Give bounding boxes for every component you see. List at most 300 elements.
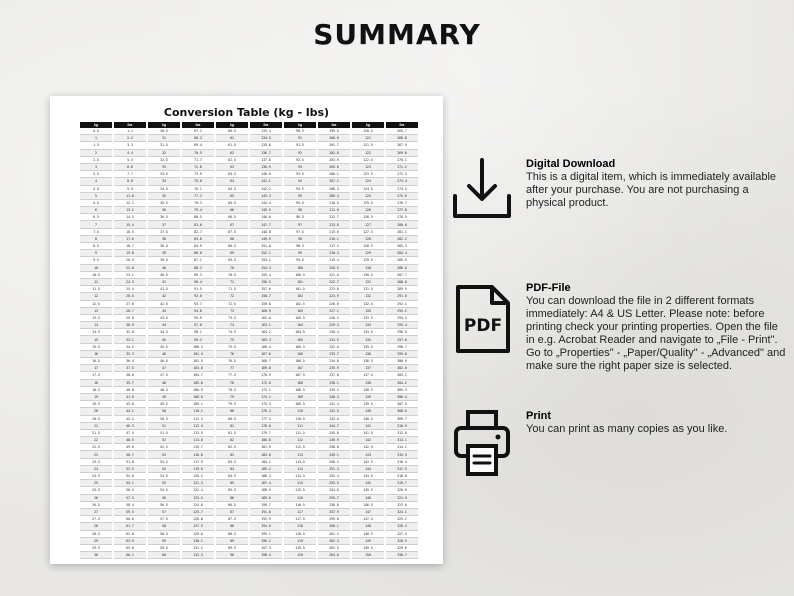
table-cell: 8 <box>80 236 112 243</box>
table-cell: 35.3 <box>114 351 146 358</box>
table-cell: 189.6 <box>250 495 282 502</box>
table-cell: 176.4 <box>250 408 282 415</box>
table-cell: 77 <box>216 365 248 372</box>
table-cell: 12.5 <box>80 301 112 308</box>
table-cell: 60.6 <box>114 516 146 523</box>
table-cell: 122.4 <box>182 487 214 494</box>
conversion-table <box>80 122 418 559</box>
table-cell: 90.5 <box>284 128 316 135</box>
table-cell: 57.3 <box>114 495 146 502</box>
table-cell: 43.5 <box>148 315 180 322</box>
table-cell: 127.9 <box>182 523 214 530</box>
table-cell: 87.5 <box>216 516 248 523</box>
table-cell: 167.6 <box>250 351 282 358</box>
table-cell: 159.8 <box>250 301 282 308</box>
table-cell: 232.6 <box>318 344 350 351</box>
table-cell: 109 <box>284 394 316 401</box>
table-cell: 121 <box>352 135 384 142</box>
table-cell: 20.5 <box>80 416 112 423</box>
table-cell: 108.5 <box>284 387 316 394</box>
table-cell: 321.9 <box>386 495 418 502</box>
table-cell: 118 <box>284 523 316 530</box>
table-cell: 137.5 <box>352 372 384 379</box>
table-cell: 317.5 <box>386 466 418 473</box>
table-cell: 45 <box>148 336 180 343</box>
feature-body: You can download the file in 2 different formats immediately: A4 & US Letter. Please note: before printing check your printing properties. Open the file in e.g. Acrobat Reader and navigate to „File - Print". Go to „Properties" - „Paper/Quality" - „Advanced" and make sure the right paper size is selected. <box>526 295 786 372</box>
table-cell: 312.0 <box>386 430 418 437</box>
table-header-cell: kg <box>216 122 248 128</box>
table-cell: 148.5 <box>352 531 384 538</box>
table-cell: 59.5 <box>114 509 146 516</box>
table-cell: 78 <box>216 380 248 387</box>
table-header-cell: kg <box>80 122 112 128</box>
table-cell: 99.2 <box>182 336 214 343</box>
table-cell: 235.9 <box>318 365 350 372</box>
table-cell: 158.7 <box>250 293 282 300</box>
table-cell: 15.5 <box>80 344 112 351</box>
table-cell: 26.5 <box>80 502 112 509</box>
table-cell: 2 <box>80 150 112 157</box>
table-cell: 117.5 <box>284 516 316 523</box>
table-cell: 123 <box>352 164 384 171</box>
table-cell: 61.7 <box>114 523 146 530</box>
table-cell: 83.8 <box>182 236 214 243</box>
table-cell: 256.8 <box>318 502 350 509</box>
table-cell: 145.5 <box>250 207 282 214</box>
table-cell: 125 <box>352 193 384 200</box>
table-cell: 117.9 <box>182 459 214 466</box>
table-cell: 217.2 <box>318 243 350 250</box>
svg-text:PDF: PDF <box>463 316 503 336</box>
table-cell: 46 <box>148 351 180 358</box>
table-cell: 80 <box>216 408 248 415</box>
table-cell: 14.5 <box>80 329 112 336</box>
table-cell: 40.5 <box>148 272 180 279</box>
table-cell: 104 <box>284 322 316 329</box>
table-cell: 121.5 <box>352 142 384 149</box>
table-cell: 38.5 <box>148 243 180 250</box>
table-cell: 124 <box>352 178 384 185</box>
table-cell: 15.4 <box>114 221 146 228</box>
table-cell: 15 <box>80 336 112 343</box>
table-cell: 140 <box>352 408 384 415</box>
feature-body: You can print as many copies as you like. <box>526 423 728 435</box>
table-cell: 175.3 <box>250 401 282 408</box>
table-cell: 102.5 <box>182 358 214 365</box>
table-cell: 146 <box>352 495 384 502</box>
table-cell: 231.5 <box>318 336 350 343</box>
table-cell: 1.1 <box>114 128 146 135</box>
table-cell: 25.5 <box>80 487 112 494</box>
table-cell: 275.6 <box>386 193 418 200</box>
table-cell: 47.4 <box>114 430 146 437</box>
table-cell: 17.6 <box>114 236 146 243</box>
table-cell: 92 <box>284 150 316 157</box>
table-cell: 92.6 <box>182 293 214 300</box>
table-cell: 14.3 <box>114 214 146 221</box>
table-cell: 210.5 <box>318 200 350 207</box>
table-cell: 283.3 <box>386 243 418 250</box>
table-cell: 88.2 <box>182 265 214 272</box>
table-cell: 120.2 <box>182 473 214 480</box>
table-cell: 82.5 <box>216 444 248 451</box>
conversion-table-preview <box>50 96 443 564</box>
table-cell: 153.2 <box>250 257 282 264</box>
table-cell: 94.8 <box>182 308 214 315</box>
table-cell: 72.8 <box>182 164 214 171</box>
table-header-cell: kg <box>352 122 384 128</box>
table-cell: 281.1 <box>386 229 418 236</box>
table-cell: 10.5 <box>80 272 112 279</box>
table-cell: 260.1 <box>318 523 350 530</box>
table-cell: 76 <box>216 351 248 358</box>
table-cell: 73.9 <box>182 171 214 178</box>
table-cell: 9.5 <box>80 257 112 264</box>
table-cell: 131.5 <box>352 286 384 293</box>
table-cell: 100.3 <box>182 344 214 351</box>
table-cell: 103 <box>284 308 316 315</box>
table-cell: 66.1 <box>114 552 146 559</box>
table-cell: 54.5 <box>148 473 180 480</box>
table-cell: 62.8 <box>114 531 146 538</box>
table-cell: 195.1 <box>250 531 282 538</box>
table-cell: 150 <box>352 552 384 559</box>
table-cell: 60 <box>148 552 180 559</box>
table-cell: 81.5 <box>216 430 248 437</box>
table-cell: 160.9 <box>250 308 282 315</box>
table-cell: 125.5 <box>352 200 384 207</box>
table-cell: 172.0 <box>250 380 282 387</box>
table-cell: 194.0 <box>250 523 282 530</box>
table-cell: 187.4 <box>250 480 282 487</box>
table-cell: 174.2 <box>250 394 282 401</box>
table-cell: 244.7 <box>318 423 350 430</box>
table-cell: 246.9 <box>318 437 350 444</box>
table-cell: 89.5 <box>216 545 248 552</box>
table-cell: 137.8 <box>250 157 282 164</box>
table-cell: 70.5 <box>182 150 214 157</box>
table-cell: 109.1 <box>182 401 214 408</box>
table-cell: 62 <box>216 150 248 157</box>
table-cell: 134 <box>352 322 384 329</box>
table-cell: 137 <box>352 365 384 372</box>
table-cell: 91.5 <box>284 142 316 149</box>
table-cell: 127 <box>352 221 384 228</box>
table-column <box>284 122 316 559</box>
table-cell: 38 <box>148 236 180 243</box>
table-cell: 61.5 <box>216 142 248 149</box>
table-cell: 31.5 <box>148 142 180 149</box>
table-cell: 12.1 <box>114 200 146 207</box>
table-cell: 320.8 <box>386 487 418 494</box>
table-cell: 86.5 <box>216 502 248 509</box>
table-cell: 68.5 <box>216 243 248 250</box>
table-cell: 50.7 <box>114 451 146 458</box>
table-cell: 39.7 <box>114 380 146 387</box>
table-cell: 240.3 <box>318 394 350 401</box>
table-cell: 36.5 <box>148 214 180 221</box>
table-cell: 106.5 <box>284 358 316 365</box>
table-cell: 130.1 <box>182 538 214 545</box>
table-cell: 270.1 <box>386 157 418 164</box>
table-cell: 106 <box>284 351 316 358</box>
table-cell: 42 <box>148 293 180 300</box>
table-cell: 28.7 <box>114 308 146 315</box>
table-cell: 83.5 <box>216 459 248 466</box>
table-cell: 34 <box>148 178 180 185</box>
table-cell: 122 <box>352 150 384 157</box>
table-cell: 105.5 <box>284 344 316 351</box>
table-cell: 163.1 <box>250 322 282 329</box>
table-cell: 26.5 <box>114 293 146 300</box>
table-cell: 115.5 <box>284 487 316 494</box>
table-cell: 201.7 <box>318 142 350 149</box>
table-cell: 98.1 <box>182 329 214 336</box>
table-cell: 45.5 <box>148 344 180 351</box>
table-cell: 85 <box>216 480 248 487</box>
table-cell: 162.0 <box>250 315 282 322</box>
download-icon <box>452 152 512 222</box>
table-cell: 135.5 <box>352 344 384 351</box>
table-cell: 98.5 <box>284 243 316 250</box>
table-cell: 131.2 <box>182 545 214 552</box>
table-cell: 295.4 <box>386 322 418 329</box>
table-cell: 20 <box>80 408 112 415</box>
table-cell: 70.5 <box>216 272 248 279</box>
table-header-cell: lbs <box>182 122 214 128</box>
table-cell: 151.0 <box>250 243 282 250</box>
table-cell: 11.5 <box>80 286 112 293</box>
table-cell: 140.0 <box>250 171 282 178</box>
table-cell: 56.5 <box>148 502 180 509</box>
table-cell: 24.3 <box>114 279 146 286</box>
table-cell: 265.7 <box>386 128 418 135</box>
table-cell: 120 <box>284 552 316 559</box>
table-cell: 1 <box>80 135 112 142</box>
table-cell: 127.5 <box>352 229 384 236</box>
table-cell: 207.2 <box>318 178 350 185</box>
table-cell: 84 <box>216 466 248 473</box>
table-cell: 128.5 <box>352 243 384 250</box>
table-cell: 88 <box>216 523 248 530</box>
table-cell: 21.5 <box>80 430 112 437</box>
table-cell: 71.7 <box>182 157 214 164</box>
table-cell: 39 <box>148 250 180 257</box>
table-cell: 226.0 <box>318 301 350 308</box>
table-cell: 233.7 <box>318 351 350 358</box>
table-cell: 169.8 <box>250 365 282 372</box>
table-cell: 133 <box>352 308 384 315</box>
table-cell: 264.6 <box>318 552 350 559</box>
table-cell: 6 <box>80 207 112 214</box>
table-cell: 110.2 <box>182 408 214 415</box>
page-title: SUMMARY <box>313 18 481 51</box>
table-cell: 142.5 <box>352 444 384 451</box>
table-cell: 147.7 <box>250 221 282 228</box>
table-cell: 250.2 <box>318 459 350 466</box>
table-column <box>114 122 146 559</box>
table-cell: 40 <box>148 265 180 272</box>
table-cell: 257.9 <box>318 509 350 516</box>
table-cell: 117 <box>284 509 316 516</box>
table-cell: 302.0 <box>386 365 418 372</box>
table-cell: 79 <box>216 394 248 401</box>
table-cell: 67.2 <box>182 128 214 135</box>
table-cell: 68 <box>216 236 248 243</box>
table-cell: 85.5 <box>216 487 248 494</box>
table-cell: 170.9 <box>250 372 282 379</box>
table-cell: 5.5 <box>114 157 146 164</box>
table-cell: 138 <box>352 380 384 387</box>
table-cell: 61 <box>216 135 248 142</box>
table-cell: 191.8 <box>250 509 282 516</box>
table-cell: 316.4 <box>386 459 418 466</box>
table-cell: 78.3 <box>182 200 214 207</box>
table-cell: 72.5 <box>216 301 248 308</box>
table-cell: 20.9 <box>114 257 146 264</box>
table-cell: 52 <box>148 437 180 444</box>
table-cell: 57 <box>148 509 180 516</box>
table-cell: 13.2 <box>114 207 146 214</box>
table-cell: 14 <box>80 322 112 329</box>
table-cell: 38.6 <box>114 372 146 379</box>
table-cell: 93.7 <box>182 301 214 308</box>
table-cell: 286.6 <box>386 265 418 272</box>
feature-title: PDF-File <box>526 282 571 294</box>
table-cell: 5 <box>80 193 112 200</box>
table-cell: 21 <box>80 423 112 430</box>
table-cell: 110.5 <box>284 416 316 423</box>
table-cell: 230.4 <box>318 329 350 336</box>
table-cell: 16.5 <box>114 229 146 236</box>
table-cell: 120.5 <box>352 128 384 135</box>
table-cell: 2.5 <box>80 157 112 164</box>
table-cell: 69 <box>216 250 248 257</box>
table-cell: 135 <box>352 336 384 343</box>
table-cell: 133.4 <box>250 128 282 135</box>
table-cell: 52.9 <box>114 466 146 473</box>
table-cell: 43.0 <box>114 401 146 408</box>
table-cell: 140.5 <box>352 416 384 423</box>
table-cell: 56.2 <box>114 487 146 494</box>
table-cell: 104.7 <box>182 372 214 379</box>
table-cell: 224.9 <box>318 293 350 300</box>
table-cell: 81 <box>216 423 248 430</box>
table-cell: 227.1 <box>318 308 350 315</box>
table-cell: 95 <box>284 193 316 200</box>
table-cell: 56 <box>148 495 180 502</box>
table-cell: 200.6 <box>318 135 350 142</box>
table-cell: 84.9 <box>182 243 214 250</box>
table-cell: 109.5 <box>284 401 316 408</box>
table-cell: 177.5 <box>250 416 282 423</box>
table-cell: 203.9 <box>318 157 350 164</box>
table-header-cell: lbs <box>386 122 418 128</box>
table-cell: 291.0 <box>386 293 418 300</box>
table-cell: 24.5 <box>80 473 112 480</box>
table-cell: 132.5 <box>352 301 384 308</box>
table-cell: 22 <box>80 437 112 444</box>
table-cell: 34.5 <box>148 186 180 193</box>
table-cell: 6.6 <box>114 164 146 171</box>
table-cell: 93.5 <box>284 171 316 178</box>
table-cell: 75.0 <box>182 178 214 185</box>
table-cell: 29.8 <box>114 315 146 322</box>
table-cell: 67 <box>216 221 248 228</box>
table-cell: 80.5 <box>216 416 248 423</box>
table-cell: 282.2 <box>386 236 418 243</box>
table-cell: 314.2 <box>386 444 418 451</box>
table-cell: 18 <box>80 380 112 387</box>
table-cell: 4.4 <box>114 150 146 157</box>
table-cell: 63 <box>216 164 248 171</box>
table-cell: 27.6 <box>114 301 146 308</box>
table-cell: 114 <box>284 466 316 473</box>
table-cell: 304.2 <box>386 380 418 387</box>
table-cell: 296.5 <box>386 329 418 336</box>
table-cell: 48.5 <box>114 437 146 444</box>
table-cell: 305.3 <box>386 387 418 394</box>
table-cell: 142 <box>352 437 384 444</box>
table-cell: 166.4 <box>250 344 282 351</box>
table-cell: 59 <box>148 538 180 545</box>
table-cell: 284.4 <box>386 250 418 257</box>
table-cell: 7.5 <box>80 229 112 236</box>
table-cell: 82 <box>216 437 248 444</box>
table-cell: 22.5 <box>80 444 112 451</box>
table-cell: 77.2 <box>182 193 214 200</box>
table-cell: 53.5 <box>148 459 180 466</box>
table-cell: 102.5 <box>284 301 316 308</box>
table-cell: 48 <box>148 380 180 387</box>
table-cell: 261.2 <box>318 531 350 538</box>
table-cell: 64.5 <box>216 186 248 193</box>
table-cell: 66 <box>216 207 248 214</box>
table-cell: 134.5 <box>250 135 282 142</box>
table-cell: 53 <box>148 451 180 458</box>
table-cell: 248.0 <box>318 444 350 451</box>
table-column <box>250 122 282 559</box>
table-cell: 67.5 <box>216 229 248 236</box>
table-cell: 63.9 <box>114 538 146 545</box>
table-cell: 329.6 <box>386 545 418 552</box>
table-cell: 280.0 <box>386 221 418 228</box>
table-cell: 149.9 <box>250 236 282 243</box>
table-cell: 239.2 <box>318 387 350 394</box>
table-cell: 262.3 <box>318 538 350 545</box>
table-cell: 41.5 <box>148 286 180 293</box>
table-cell: 97.5 <box>284 229 316 236</box>
table-cell: 7 <box>80 221 112 228</box>
table-cell: 13.5 <box>80 315 112 322</box>
table-cell: 86 <box>216 495 248 502</box>
table-cell: 192.9 <box>250 516 282 523</box>
table-cell: 145 <box>352 480 384 487</box>
table-cell: 188.5 <box>250 487 282 494</box>
table-cell: 2.2 <box>114 135 146 142</box>
table-cell: 34.2 <box>114 344 146 351</box>
table-cell: 17 <box>80 365 112 372</box>
table-cell: 146.5 <box>352 502 384 509</box>
table-cell: 74 <box>216 322 248 329</box>
table-cell: 144.4 <box>250 200 282 207</box>
table-cell: 100.5 <box>284 272 316 279</box>
table-cell: 68.3 <box>182 135 214 142</box>
table-cell: 37.5 <box>148 229 180 236</box>
table-cell: 132.3 <box>182 552 214 559</box>
table-cell: 49 <box>148 394 180 401</box>
table-cell: 129.5 <box>352 257 384 264</box>
